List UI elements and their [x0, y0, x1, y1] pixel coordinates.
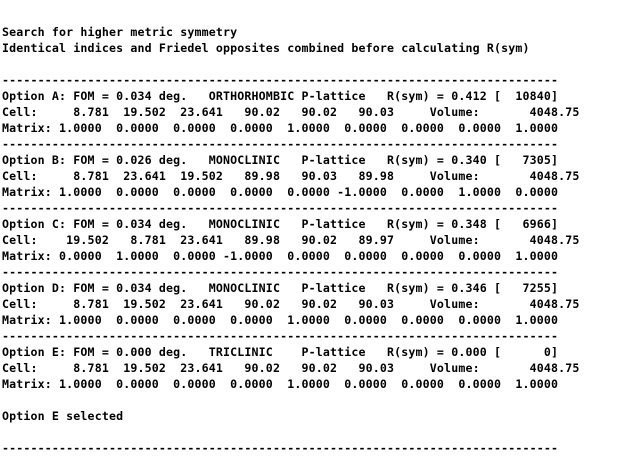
option-d-cell: Cell: 8.781 19.502 23.641 90.02 90.02 90.03 Volume: 4048.75 — [2, 297, 580, 311]
console-separator: ------------------------------------------------------------------------------ — [2, 441, 559, 455]
console-line-friedel-note: Identical indices and Friedel opposites combined before calculating R(sym) — [2, 41, 530, 55]
option-d-header: Option D: FOM = 0.034 deg. MONOCLINIC P-lattice R(sym) = 0.346 [ 7255] — [2, 281, 559, 295]
console-separator: ------------------------------------------------------------------------------ — [2, 137, 559, 151]
option-a-matrix: Matrix: 1.0000 0.0000 0.0000 0.0000 1.0000 0.0000 0.0000 0.0000 1.0000 — [2, 121, 559, 135]
option-c-header: Option C: FOM = 0.034 deg. MONOCLINIC P-lattice R(sym) = 0.348 [ 6966] — [2, 217, 559, 231]
selected-option-message: Option E selected — [2, 409, 124, 423]
option-e-matrix: Matrix: 1.0000 0.0000 0.0000 0.0000 1.0000 0.0000 0.0000 0.0000 1.0000 — [2, 377, 559, 391]
console-line-blank — [2, 56, 633, 72]
option-c-cell: Cell: 19.502 8.781 23.641 89.98 90.02 89.97 Volume: 4048.75 — [2, 233, 580, 247]
option-a-cell: Cell: 8.781 19.502 23.641 90.02 90.02 90.03 Volume: 4048.75 — [2, 105, 580, 119]
option-c-matrix: Matrix: 0.0000 1.0000 0.0000 -1.0000 0.0000 0.0000 0.0000 0.0000 1.0000 — [2, 249, 559, 263]
console-line-search-header: Search for higher metric symmetry — [2, 25, 238, 39]
console-output — [2, 24, 633, 455]
console-separator: ------------------------------------------------------------------------------ — [2, 73, 559, 87]
console-separator: ------------------------------------------------------------------------------ — [2, 201, 559, 215]
option-d-matrix: Matrix: 1.0000 0.0000 0.0000 0.0000 1.0000 0.0000 0.0000 0.0000 1.0000 — [2, 313, 559, 327]
console-line-blank — [2, 392, 633, 408]
option-b-matrix: Matrix: 1.0000 0.0000 0.0000 0.0000 0.0000 -1.0000 0.0000 1.0000 0.0000 — [2, 185, 559, 199]
option-e-cell: Cell: 8.781 19.502 23.641 90.02 90.02 90.03 Volume: 4048.75 — [2, 361, 580, 375]
option-e-header: Option E: FOM = 0.000 deg. TRICLINIC P-lattice R(sym) = 0.000 [ 0] — [2, 345, 559, 359]
option-a-header: Option A: FOM = 0.034 deg. ORTHORHOMBIC P-lattice R(sym) = 0.412 [ 10840] — [2, 89, 559, 103]
console-separator: ------------------------------------------------------------------------------ — [2, 265, 559, 279]
console-line-blank — [2, 424, 633, 440]
option-b-header: Option B: FOM = 0.026 deg. MONOCLINIC P-lattice R(sym) = 0.340 [ 7305] — [2, 153, 559, 167]
option-b-cell: Cell: 8.781 23.641 19.502 89.98 90.03 89.98 Volume: 4048.75 — [2, 169, 580, 183]
console-separator: ------------------------------------------------------------------------------ — [2, 329, 559, 343]
